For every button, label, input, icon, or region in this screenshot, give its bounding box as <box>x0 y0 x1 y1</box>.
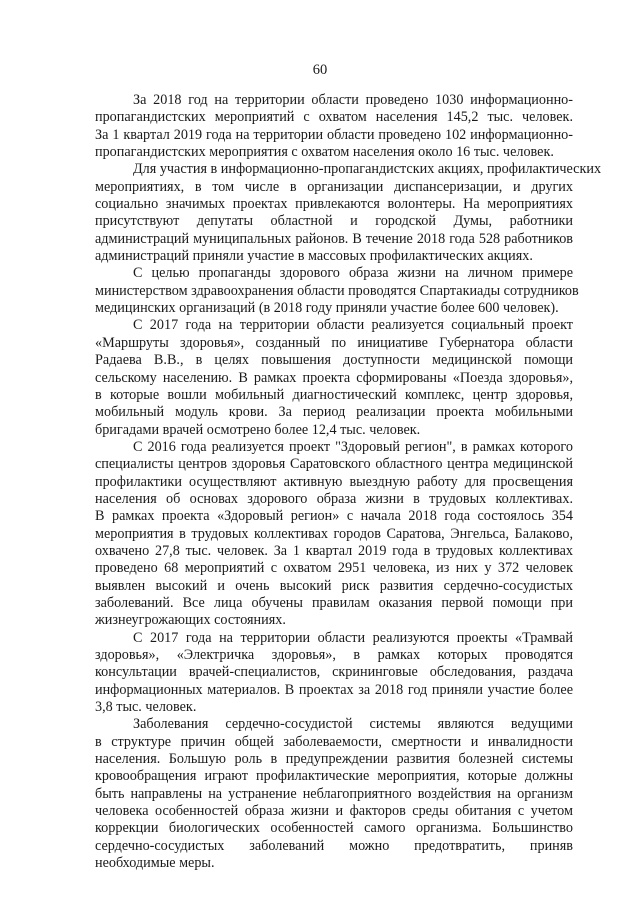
text-line: специалисты центров здоровья Саратовского областного центра медицинской <box>95 456 573 473</box>
paragraph <box>95 317 573 438</box>
paragraph <box>95 716 573 872</box>
text-line: быть направлены на устранение неблагоприятного воздействия на организм <box>95 785 573 802</box>
text-line: Заболевания сердечно-сосудистой системы являются ведущими <box>133 716 573 733</box>
paragraph <box>95 265 579 317</box>
text-line: проведено 68 мероприятий с охватом 2951 человека, из них у 372 человек <box>95 560 573 577</box>
text-line: присутствуют депутаты областной и городской Думы, работники <box>95 213 573 230</box>
text-line: необходимые меры. <box>95 855 215 872</box>
text-line: бригадами врачей осмотрено более 12,4 тыс. человек. <box>95 421 421 438</box>
text-line: мероприятия в трудовых коллективах городов Саратова, Энгельса, Балаково, <box>95 525 573 542</box>
paragraph <box>95 439 573 630</box>
text-line: населения об основах здорового образа жизни в трудовых коллективах. <box>95 490 573 507</box>
text-line: сельскому населению. В рамках проекта сформированы «Поезда здоровья», <box>95 369 573 386</box>
document-body <box>95 92 602 872</box>
text-line: пропагандистских мероприятия с охватом населения около 16 тыс. человек. <box>95 144 554 161</box>
text-line: 3,8 тыс. человек. <box>95 699 197 716</box>
paragraph <box>95 161 602 265</box>
text-line: заболеваний. Все лица обучены правилам оказания первой помощи при <box>95 594 573 611</box>
text-line: Для участия в информационно-пропагандистских акциях, профилактических <box>133 161 602 178</box>
text-line: консультации врачей-специалистов, скрининговые обследования, раздача <box>95 664 573 681</box>
text-line: медицинских организаций (в 2018 году приняли участие более 600 человек). <box>95 300 559 317</box>
text-line: социально значимых проектах привлекаются волонтеры. На мероприятиях <box>95 196 573 213</box>
text-line: жизнеугрожающих состояниях. <box>95 612 286 629</box>
text-line: мероприятиях, в том числе в организации диспансеризации, и других <box>95 178 573 195</box>
text-line: пропагандистских мероприятий с охватом населения 145,2 тыс. человек. <box>95 109 573 126</box>
text-line: выявлен высокий и очень высокий риск развития сердечно-сосудистых <box>95 577 573 594</box>
page-number: 60 <box>312 62 328 78</box>
text-line: здоровья», «Электричка здоровья», в рамках которых проводятся <box>95 647 573 663</box>
text-line: администраций приняли участие в массовых профилактических акциях. <box>95 248 533 265</box>
text-line: С 2016 года реализуется проект "Здоровый регион", в рамках которого <box>133 438 573 455</box>
text-line: человека особенностей образа жизни и факторов среды обитания с учетом <box>95 803 573 820</box>
text-line: министерством здравоохранения области проводятся Спартакиады сотрудников <box>95 282 579 299</box>
text-line: Радаева В.В., в целях повышения доступности медицинской помощи <box>95 352 573 369</box>
text-line: С целью пропаганды здорового образа жизни на личном примере <box>133 265 573 282</box>
text-line: охвачено 27,8 тыс. человек. За 1 квартал 2019 года в трудовых коллективах <box>95 542 573 559</box>
text-line: в структуре причин общей заболеваемости, смертности и инвалидности <box>95 733 573 750</box>
text-line: За 2018 год на территории области проведено 1030 информационно- <box>133 92 573 108</box>
text-line: населения. Большую роль в предупреждении развития болезней системы <box>95 751 573 768</box>
paragraph <box>95 92 573 161</box>
text-line: «Маршруты здоровья», созданный по инициативе Губернатора области <box>95 334 573 351</box>
text-line: кровообращения играют профилактические мероприятия, которые должны <box>95 768 573 785</box>
text-line: администраций муниципальных районов. В течение 2018 года 528 работников <box>95 230 573 247</box>
text-line: С 2017 года на территории области реализуется социальный проект <box>133 317 573 334</box>
text-line: С 2017 года на территории области реализуются проекты «Трамвай <box>133 629 573 646</box>
text-line: информационных материалов. В проектах за 2018 год приняли участие более <box>95 681 573 698</box>
text-line: профилактики осуществляют активную выездную работу для просвещения <box>95 473 573 490</box>
text-line: в которые вошли мобильный диагностический комплекс, центр здоровья, <box>95 386 573 403</box>
text-line: сердечно-сосудистых заболеваний можно предотвратить, приняв <box>95 837 573 854</box>
paragraph <box>95 630 573 717</box>
text-line: В рамках проекта «Здоровый регион» с начала 2018 года состоялось 354 <box>95 508 573 525</box>
text-line: За 1 квартал 2019 года на территории области проведено 102 информационно- <box>95 126 573 143</box>
text-line: мобильный модуль крови. За период реализации проекта мобильными <box>95 404 573 421</box>
text-line: коррекции биологических особенностей самого организма. Большинство <box>95 820 573 837</box>
